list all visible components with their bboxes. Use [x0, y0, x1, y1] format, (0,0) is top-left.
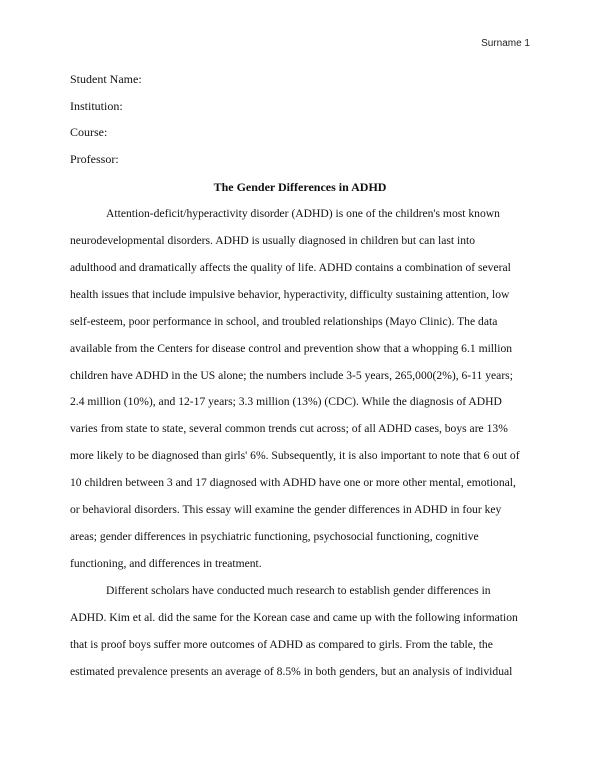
course-line: Course:: [70, 125, 108, 139]
paragraph-1-line: children have ADHD in the US alone; the numbers include 3-5 years, 265,000(2%), 6-11 years;: [70, 369, 513, 382]
paragraph-2-line: that is proof boys suffer more outcomes of ADHD as compared to girls. From the table, the: [70, 638, 493, 651]
paragraph-1-line: functioning, and differences in treatment.: [70, 557, 262, 570]
paragraph-1-line: health issues that include impulsive behavior, hyperactivity, difficulty sustaining attention, low: [70, 288, 510, 301]
paragraph-1-line: or behavioral disorders. This essay will examine the gender differences in ADHD in four key: [70, 503, 502, 516]
paragraph-2-line: Different scholars have conducted much research to establish gender differences in: [106, 584, 491, 597]
paragraph-1-line: areas; gender differences in psychiatric functioning, psychosocial functioning, cognitive: [70, 530, 479, 543]
paragraph-1-line: Attention-deficit/hyperactivity disorder (ADHD) is one of the children's most known: [106, 207, 500, 220]
paragraph-1-line: neurodevelopmental disorders. ADHD is usually diagnosed in children but can last into: [70, 234, 476, 247]
paragraph-1-line: self-esteem, poor performance in school, and troubled relationships (Mayo Clinic). The data: [70, 315, 498, 328]
paragraph-2-line: estimated prevalence presents an average of 8.5% in both genders, but an analysis of individual: [70, 665, 513, 678]
student-name-line: Student Name:: [70, 72, 142, 86]
professor-line: Professor:: [70, 152, 119, 166]
institution-line: Institution:: [70, 99, 123, 113]
paragraph-1-line: varies from state to state, several common trends cut across; of all ADHD cases, boys are 13%: [70, 422, 508, 435]
paragraph-1-line: available from the Centers for disease control and prevention show that a whopping 6.1 million: [70, 342, 513, 355]
paragraph-1-line: more likely to be diagnosed than girls' 6%. Subsequently, it is also important to note that 6 out of: [70, 449, 520, 462]
paragraph-1-line: 2.4 million (10%), and 12-17 years; 3.3 million (13%) (CDC). While the diagnosis of ADHD: [70, 395, 502, 408]
essay-title: The Gender Differences in ADHD: [213, 180, 387, 194]
paragraph-1-line: 10 children between 3 and 17 diagnosed with ADHD have one or more other mental, emotional,: [70, 476, 516, 489]
paragraph-1-line: adulthood and dramatically affects the quality of life. ADHD contains a combination of several: [70, 261, 511, 274]
running-head: Surname 1: [481, 38, 530, 49]
paragraph-2-line: ADHD. Kim et al. did the same for the Korean case and came up with the following information: [70, 611, 518, 624]
